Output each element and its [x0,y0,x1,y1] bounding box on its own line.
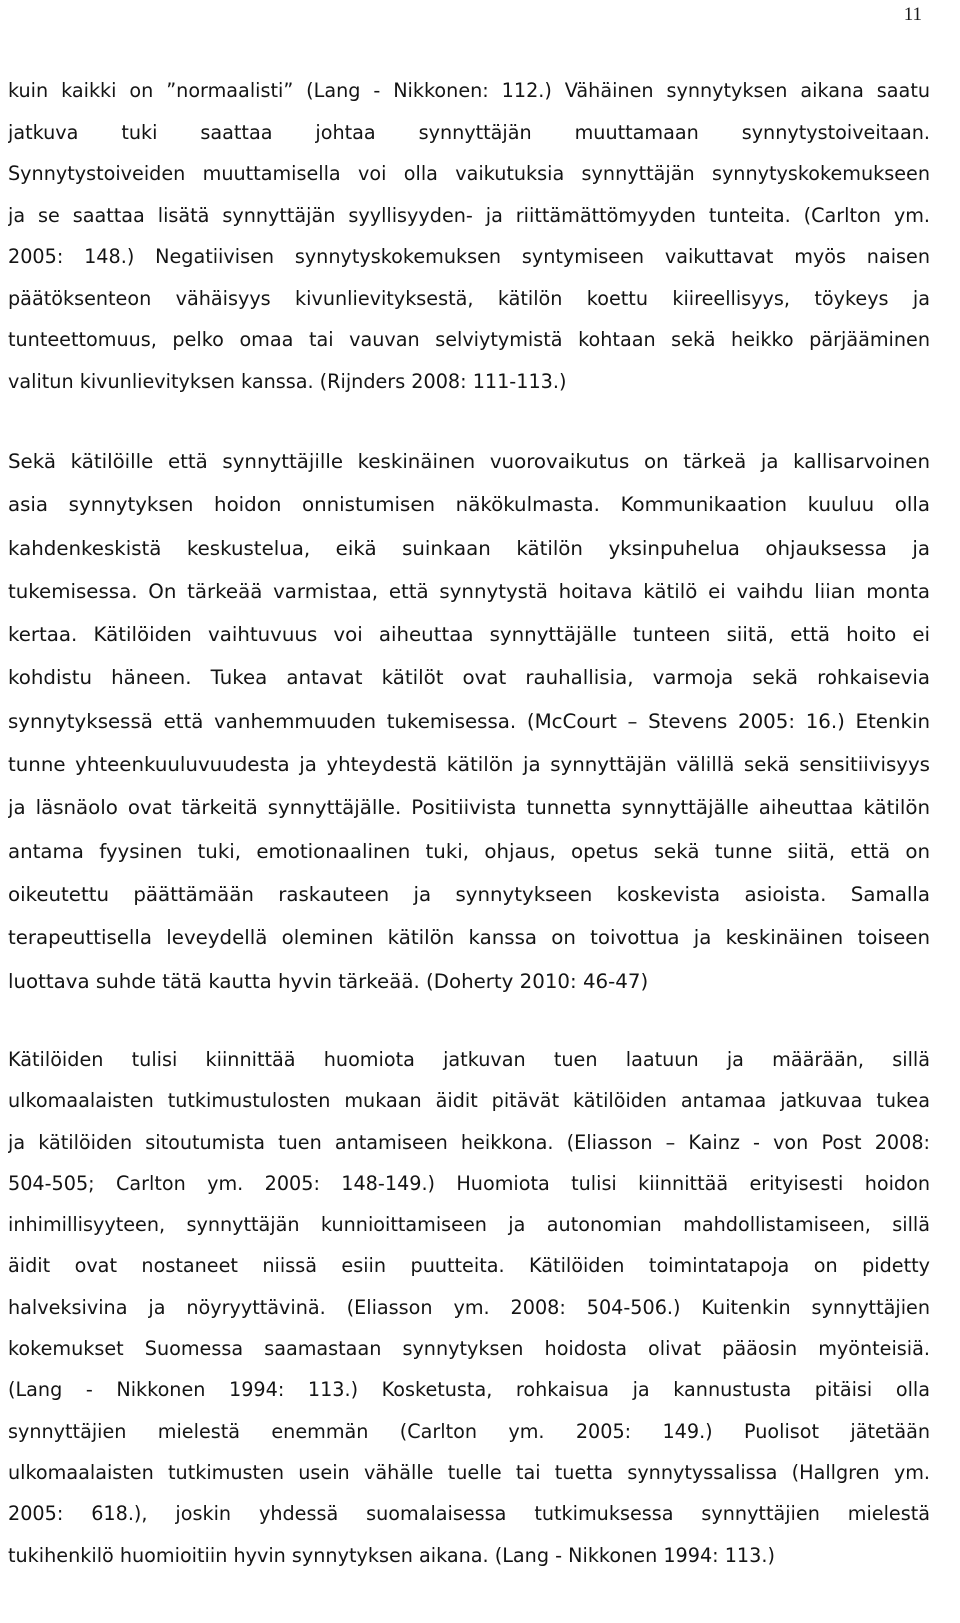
text-line: kokemukset Suomessa saamastaan synnytyksen hoidosta olivat pääosin myönteisiä. [8,1337,930,1361]
text-line: 504-505; Carlton ym. 2005: 148-149.) Huomiota tulisi kiinnittää erityisesti hoidon [8,1171,930,1195]
text-line: inhimillisyyteen, synnyttäjän kunnioittamiseen ja autonomian mahdollistamiseen, sillä [8,1213,930,1237]
paragraph-3 [8,1039,930,1576]
text-line: Sekä kätilöille että synnyttäjille keskinäinen vuorovaikutus on tärkeä ja kallisarvoinen [8,450,930,473]
text-line: Synnytystoiveiden muuttamisella voi olla vaikutuksia synnyttäjän synnytyskokemukseen [8,162,930,185]
text-line: synnytyksessä että vanhemmuuden tukemisessa. (McCourt – Stevens 2005: 16.) Etenkin [8,709,930,733]
text-line: ulkomaalaisten tutkimustulosten mukaan äidit pitävät kätilöiden antamaa jatkuvaa tukea [8,1089,930,1113]
text-line: Kätilöiden tulisi kiinnittää huomiota jatkuvan tuen laatuun ja määrään, sillä [8,1048,930,1071]
text-line: ja se saattaa lisätä synnyttäjän syyllisyyden- ja riittämättömyyden tunteita. (Carlton ym. [8,203,930,227]
text-line: valitun kivunlievityksen kanssa. (Rijnders 2008: 111-113.) [8,369,567,393]
paragraph-1 [8,70,930,402]
text-line: tukemisessa. On tärkeää varmistaa, että synnytystä hoitava kätilö ei vaihdu liian monta [8,579,930,603]
text-line: päätöksenteon vähäisyys kivunlievityksestä, kätilön koettu kiireellisyys, töykeys ja [8,286,930,310]
paragraph-2 [8,440,930,1003]
text-line: synnyttäjien mielestä enemmän (Carlton ym. 2005: 149.) Puolisot jätetään [8,1419,930,1443]
text-line: kohdistu häneen. Tukea antavat kätilöt ovat rauhallisia, varmoja sekä rohkaisevia [8,666,930,690]
page-number: 11 [903,4,922,25]
text-line: 2005: 148.) Negatiivisen synnytyskokemuksen syntymiseen vaikuttavat myös naisen [8,245,930,268]
text-line: luottava suhde tätä kautta hyvin tärkeää. (Doherty 2010: 46-47) [8,969,649,993]
text-line: halveksivina ja nöyryyttävinä. (Eliasson ym. 2008: 504-506.) Kuitenkin synnyttäjien [8,1295,930,1319]
text-line: asia synnytyksen hoidon onnistumisen näkökulmasta. Kommunikaation kuuluu olla [8,493,930,517]
text-line: 2005: 618.), joskin yhdessä suomalaisessa tutkimuksessa synnyttäjien mielestä [8,1502,930,1526]
text-line: tukihenkilö huomioitiin hyvin synnytyksen aikana. (Lang - Nikkonen 1994: 113.) [8,1543,775,1567]
text-line: ulkomaalaisten tutkimusten usein vähälle tuelle tai tuetta synnytyssalissa (Hallgren ym. [8,1460,930,1484]
text-line: (Lang - Nikkonen 1994: 113.) Kosketusta, rohkaisua ja kannustusta pitäisi olla [8,1378,930,1402]
text-line: kertaa. Kätilöiden vaihtuvuus voi aiheuttaa synnyttäjälle tunteen siitä, että hoito ei [8,623,930,647]
text-line: ja kätilöiden sitoutumista tuen antamiseen heikkona. (Eliasson – Kainz - von Post 2008: [8,1130,930,1154]
text-line: äidit ovat nostaneet niissä esiin puutteita. Kätilöiden toimintatapoja on pidetty [8,1254,930,1278]
text-line: ja läsnäolo ovat tärkeitä synnyttäjälle. Positiivista tunnetta synnyttäjälle aiheuttaa kätilön [8,796,930,820]
text-line: jatkuva tuki saattaa johtaa synnyttäjän muuttamaan synnytystoiveitaan. [8,120,930,144]
text-line: antama fyysinen tuki, emotionaalinen tuki, ohjaus, opetus sekä tunne siitä, että on [8,839,930,863]
text-line: terapeuttisella leveydellä oleminen kätilön kanssa on toivottua ja keskinäinen toiseen [8,926,930,950]
text-line: kahdenkeskistä keskustelua, eikä suinkaan kätilön yksinpuhelua ohjauksessa ja [8,536,930,560]
text-line: kuin kaikki on ”normaalisti” (Lang - Nikkonen: 112.) Vähäinen synnytyksen aikana saatu [8,79,930,102]
text-line: tunne yhteenkuuluvuudesta ja yhteydestä kätilön ja synnyttäjän välillä sekä sensitiivisyys [8,753,930,777]
text-line: oikeutettu päättämään raskauteen ja synnytykseen koskevista asioista. Samalla [8,882,930,906]
text-line: tunteettomuus, pelko omaa tai vauvan selviytymistä kohtaan sekä heikko pärjääminen [8,328,930,351]
